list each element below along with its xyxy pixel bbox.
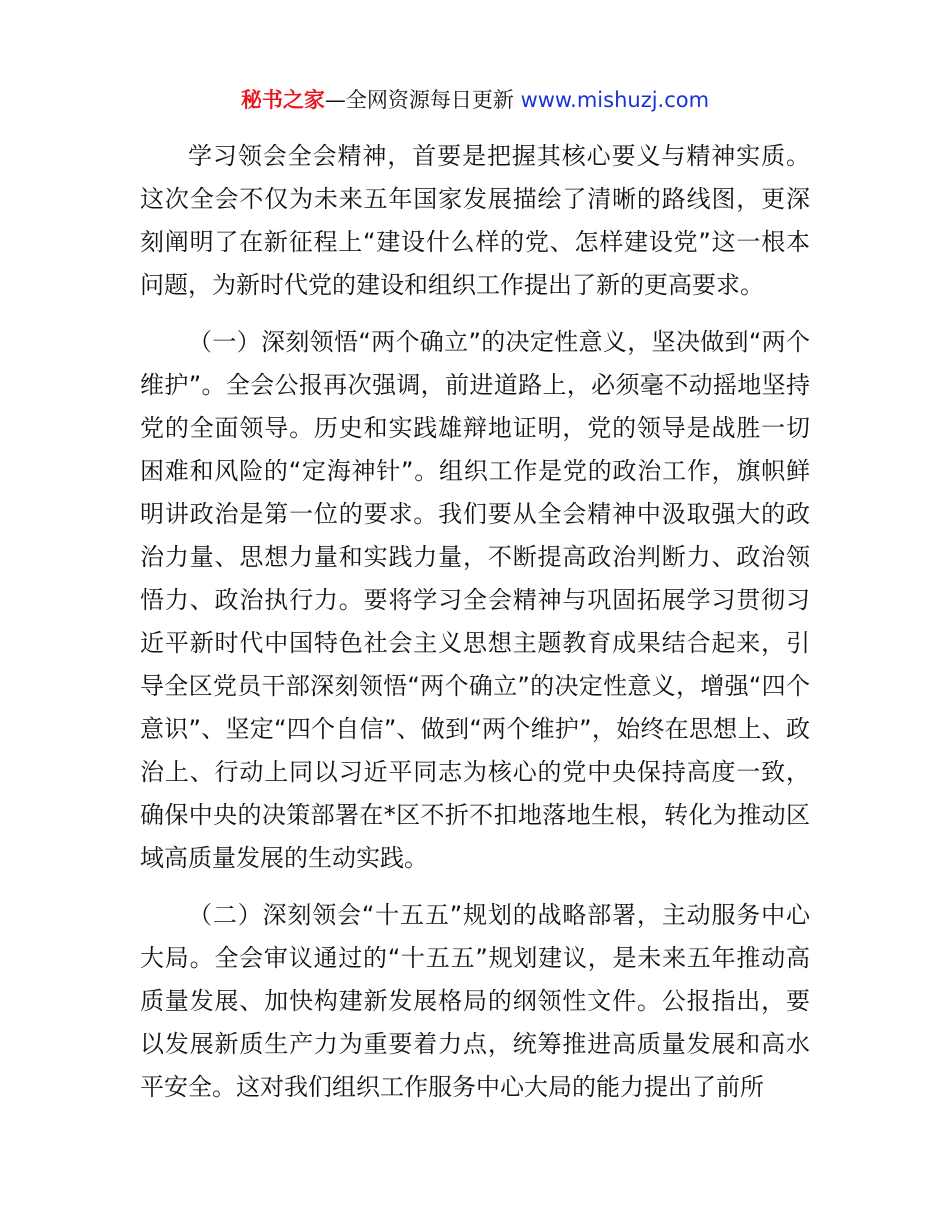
paragraph-section-one: （一）深刻领悟“两个确立”的决定性意义，坚决做到“两个维护”。全会公报再次强调，前进道路上，必须毫不动摇地坚持党的全面领导。历史和实践雄辩地证明，党的领导是战胜一切困难和风险的“定海神针”。组织工作是党的政治工作，旗帜鲜明讲政治是第一位的要求。我们要从全会精神中汲取强大的政治力量、思想力量和实践力量，不断提高政治判断力、政治领悟力、政治执行力。要将学习全会精神与巩固拓展学习贯彻习近平新时代中国特色社会主义思想主题教育成果结合起来，引导全区党员干部深刻领悟“两个确立”的决定性意义，增强“四个意识”、坚定“四个自信”、做到“两个维护”，始终在思想上、政治上、行动上同以习近平同志为核心的党中央保持高度一致，确保中央的决策部署在*区不折不扣地落地生根，转化为推动区域高质量发展的生动实践。 — [140, 328, 810, 872]
brand-name: 秘书之家 — [240, 88, 325, 112]
page-header — [0, 84, 950, 116]
paragraph-intro: 学习领会全会精神，首要是把握其核心要义与精神实质。这次全会不仅为未来五年国家发展描绘了清晰的路线图，更深刻阐明了在新征程上“建设什么样的党、怎样建设党”这一根本问题，为新时代党的建设和组织工作提出了新的更高要求。 — [140, 142, 810, 299]
paragraph-section-two: （二）深刻领会“十五五”规划的战略部署，主动服务中心大局。全会审议通过的“十五五”规划建议，是未来五年推动高质量发展、加快构建新发展格局的纲领性文件。公报指出，要以发展新质生产力为重要着力点，统筹推进高质量发展和高水平安全。这对我们组织工作服务中心大局的能力提出了前所 — [140, 901, 810, 1101]
header-slogan: —全网资源每日更新 — [324, 88, 514, 112]
document-body — [140, 135, 810, 1123]
website-link[interactable]: www.mishuzj.com — [520, 88, 710, 112]
